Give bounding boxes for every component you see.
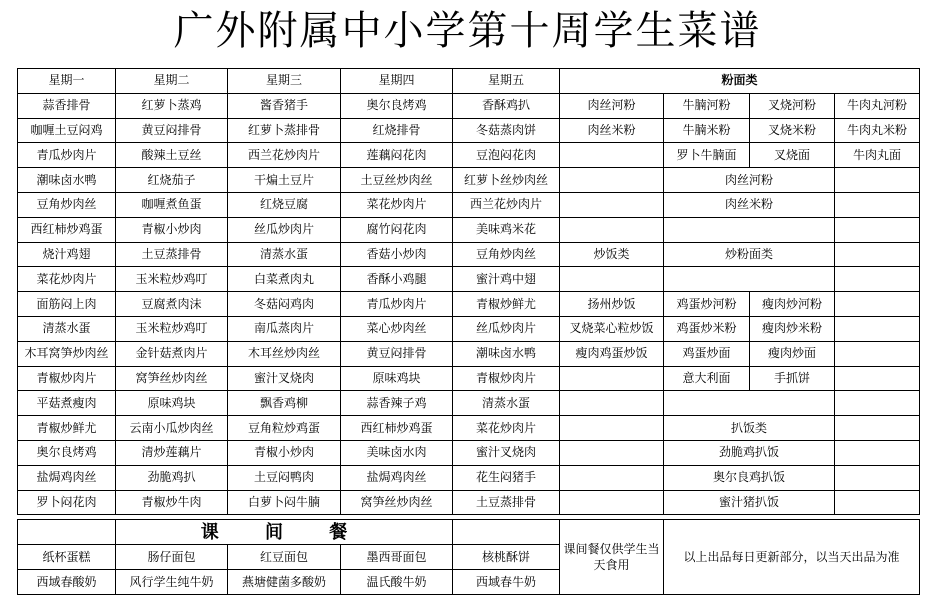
table-row (18, 168, 920, 193)
dish-cell: 白菜煮肉丸 (228, 267, 341, 292)
fried-cell: 扬州炒饭 (560, 292, 664, 317)
dish-cell: 面筋闷上肉 (18, 292, 116, 317)
table-row (18, 440, 920, 465)
noodle-cell: 罗卜牛腩面 (664, 143, 750, 168)
dish-cell: 平菇煮瘦肉 (18, 391, 116, 416)
dish-cell: 蒜香辣子鸡 (341, 391, 453, 416)
dish-cell: 菜花炒肉片 (453, 416, 560, 441)
dish-cell: 青椒炒鲜尤 (453, 292, 560, 317)
dish-cell: 香菇小炒肉 (341, 242, 453, 267)
header-row (18, 69, 920, 94)
dish-cell: 土豆丝炒肉丝 (341, 168, 453, 193)
dish-cell: 咖喱土豆闷鸡 (18, 118, 116, 143)
fried-cell: 瘦肉鸡蛋炒饭 (560, 341, 664, 366)
empty-cell (835, 490, 920, 515)
table-row (18, 465, 920, 490)
dish-cell: 豆腐煮肉沫 (116, 292, 228, 317)
dish-cell: 黄豆闷排骨 (116, 118, 228, 143)
dish-cell: 玉米粒炒鸡叮 (116, 316, 228, 341)
empty-cell (835, 217, 920, 242)
empty-cell (835, 391, 920, 416)
empty-cell (560, 217, 664, 242)
dish-cell: 红烧茄子 (116, 168, 228, 193)
noodle-cell: 肉丝河粉 (664, 168, 835, 193)
empty-cell (835, 416, 920, 441)
snack-item: 温氏酸牛奶 (341, 570, 453, 595)
dish-cell: 土豆闷鸭肉 (228, 465, 341, 490)
table-row (18, 490, 920, 515)
table-row (18, 341, 920, 366)
dish-cell: 烧汁鸡翅 (18, 242, 116, 267)
dish-cell: 香酥小鸡腿 (341, 267, 453, 292)
noodle-cell (560, 143, 664, 168)
table-row (18, 118, 920, 143)
dish-cell: 青瓜炒肉片 (341, 292, 453, 317)
dish-cell: 酸辣土豆丝 (116, 143, 228, 168)
fried-cell: 瘦肉炒米粉 (750, 316, 835, 341)
snack-item: 纸杯蛋糕 (18, 545, 116, 570)
fried-rice-header: 炒饭类 (560, 242, 664, 267)
empty-cell (560, 490, 664, 515)
rice-cell: 蜜汁猪扒饭 (664, 490, 835, 515)
dish-cell: 西兰花炒肉片 (228, 143, 341, 168)
table-row (18, 93, 920, 118)
dish-cell: 金针菇煮肉片 (116, 341, 228, 366)
noodle-cell: 叉烧米粉 (750, 118, 835, 143)
dish-cell: 花生闷猪手 (453, 465, 560, 490)
table-row (18, 416, 920, 441)
dish-cell: 潮味卤水鸭 (453, 341, 560, 366)
dish-cell: 清蒸水蛋 (228, 242, 341, 267)
dish-cell: 红烧排骨 (341, 118, 453, 143)
dish-cell: 香酥鸡扒 (453, 93, 560, 118)
dish-cell: 盐焗鸡肉丝 (18, 465, 116, 490)
dish-cell: 腐竹闷花肉 (341, 217, 453, 242)
fried-cell: 鸡蛋炒河粉 (664, 292, 750, 317)
empty-cell (835, 316, 920, 341)
weekday-header: 星期一 (18, 69, 116, 94)
table-row (18, 391, 920, 416)
dish-cell: 西兰花炒肉片 (453, 192, 560, 217)
dish-cell: 蜜汁叉烧肉 (228, 366, 341, 391)
snack-note-right: 以上出品每日更新部分，以当天出品为准 (664, 520, 920, 595)
rice-header: 扒饭类 (664, 416, 835, 441)
dish-cell: 窝笋丝炒肉丝 (341, 490, 453, 515)
dish-cell: 菜花炒肉片 (341, 192, 453, 217)
table-row (18, 316, 920, 341)
snack-item: 肠仔面包 (116, 545, 228, 570)
dish-cell: 原味鸡块 (341, 366, 453, 391)
dish-cell: 白萝卜闷牛腩 (228, 490, 341, 515)
empty-cell (835, 192, 920, 217)
snack-item: 核桃酥饼 (453, 545, 560, 570)
dish-cell: 酱香猪手 (228, 93, 341, 118)
dish-cell: 木耳窝笋炒肉丝 (18, 341, 116, 366)
snack-item: 墨西哥面包 (341, 545, 453, 570)
dish-cell: 红萝卜蒸鸡 (116, 93, 228, 118)
empty-cell (835, 440, 920, 465)
empty-cell (664, 391, 835, 416)
empty-cell (664, 217, 835, 242)
weekday-header: 星期二 (116, 69, 228, 94)
dish-cell: 黄豆闷排骨 (341, 341, 453, 366)
table-row (18, 192, 920, 217)
empty-cell (560, 391, 664, 416)
dish-cell: 红萝卜丝炒肉丝 (453, 168, 560, 193)
dish-cell: 冬菇蒸肉饼 (453, 118, 560, 143)
table-row (18, 217, 920, 242)
snack-item: 西域春酸奶 (18, 570, 116, 595)
dish-cell: 盐焗鸡肉丝 (341, 465, 453, 490)
dish-cell: 罗卜闷花肉 (18, 490, 116, 515)
dish-cell: 飘香鸡柳 (228, 391, 341, 416)
fried-cell: 鸡蛋炒面 (664, 341, 750, 366)
dish-cell: 豆角炒肉丝 (453, 242, 560, 267)
dish-cell: 丝瓜炒肉片 (228, 217, 341, 242)
dish-cell: 红萝卜蒸排骨 (228, 118, 341, 143)
fried-cell (560, 366, 664, 391)
snack-item: 西域春牛奶 (453, 570, 560, 595)
dish-cell: 土豆蒸排骨 (116, 242, 228, 267)
fried-cell: 意大利面 (664, 366, 750, 391)
dish-cell: 西红柿炒鸡蛋 (18, 217, 116, 242)
dish-cell: 青椒炒牛肉 (116, 490, 228, 515)
weekday-header: 星期五 (453, 69, 560, 94)
empty-cell (835, 366, 920, 391)
snack-note-left: 课间餐仅供学生当天食用 (560, 520, 664, 595)
empty-cell (835, 267, 920, 292)
noodle-cell: 叉烧河粉 (750, 93, 835, 118)
dish-cell: 青椒炒肉片 (18, 366, 116, 391)
dish-cell: 蒜香排骨 (18, 93, 116, 118)
noodle-cell: 肉丝河粉 (560, 93, 664, 118)
snack-title: 课 间 餐 (116, 520, 453, 545)
snack-item: 红豆面包 (228, 545, 341, 570)
noodle-cell: 牛肉丸米粉 (835, 118, 920, 143)
fried-cell: 叉烧菜心粒炒饭 (560, 316, 664, 341)
dish-cell: 清炒莲藕片 (116, 440, 228, 465)
dish-cell: 美味鸡米花 (453, 217, 560, 242)
noodle-cell: 肉丝米粉 (560, 118, 664, 143)
empty-cell (835, 168, 920, 193)
noodle-cell: 牛腩米粉 (664, 118, 750, 143)
fried-cell: 鸡蛋炒米粉 (664, 316, 750, 341)
dish-cell: 潮味卤水鸭 (18, 168, 116, 193)
dish-cell: 土豆蒸排骨 (453, 490, 560, 515)
dish-cell: 菜心炒肉丝 (341, 316, 453, 341)
empty-cell (560, 416, 664, 441)
snack-title-row (18, 520, 920, 545)
dish-cell: 菜花炒肉片 (18, 267, 116, 292)
dish-cell: 豆角炒肉丝 (18, 192, 116, 217)
empty-cell (560, 465, 664, 490)
dish-cell: 冬菇闷鸡肉 (228, 292, 341, 317)
table-row (18, 242, 920, 267)
rice-cell: 劲脆鸡扒饭 (664, 440, 835, 465)
dish-cell: 丝瓜炒肉片 (453, 316, 560, 341)
empty-cell (560, 168, 664, 193)
snack-item: 风行学生纯牛奶 (116, 570, 228, 595)
fried-cell: 瘦肉炒河粉 (750, 292, 835, 317)
dish-cell: 青椒小炒肉 (228, 440, 341, 465)
snack-item: 燕塘健菌多酸奶 (228, 570, 341, 595)
table-row (18, 366, 920, 391)
noodle-header: 粉面类 (560, 69, 920, 94)
dish-cell: 青瓜炒肉片 (18, 143, 116, 168)
dish-cell: 玉米粒炒鸡叮 (116, 267, 228, 292)
dish-cell: 清蒸水蛋 (453, 391, 560, 416)
dish-cell: 奥尔良烤鸡 (18, 440, 116, 465)
dish-cell: 豆角粒炒鸡蛋 (228, 416, 341, 441)
dish-cell: 西红柿炒鸡蛋 (341, 416, 453, 441)
empty-cell (835, 242, 920, 267)
empty-cell (835, 292, 920, 317)
empty-cell (835, 341, 920, 366)
page-title: 广外附属中小学第十周学生菜谱 (173, 8, 762, 54)
table-row (18, 292, 920, 317)
empty-cell (560, 192, 664, 217)
dish-cell: 干煸土豆片 (228, 168, 341, 193)
table-row (18, 143, 920, 168)
empty-cell (453, 520, 560, 545)
dish-cell: 原味鸡块 (116, 391, 228, 416)
dish-cell: 红烧豆腐 (228, 192, 341, 217)
empty-cell (664, 267, 835, 292)
rice-cell: 奥尔良鸡扒饭 (664, 465, 835, 490)
dish-cell: 蜜汁叉烧肉 (453, 440, 560, 465)
weekday-header: 星期三 (228, 69, 341, 94)
fried-noodle-header: 炒粉面类 (664, 242, 835, 267)
dish-cell: 蜜汁鸡中翅 (453, 267, 560, 292)
empty-cell (560, 440, 664, 465)
noodle-cell: 肉丝米粉 (664, 192, 835, 217)
dish-cell: 青椒炒肉片 (453, 366, 560, 391)
empty-cell (560, 267, 664, 292)
menu-table (17, 68, 920, 515)
dish-cell: 美味卤水肉 (341, 440, 453, 465)
dish-cell: 云南小瓜炒肉丝 (116, 416, 228, 441)
dish-cell: 清蒸水蛋 (18, 316, 116, 341)
fried-cell: 瘦肉炒面 (750, 341, 835, 366)
dish-cell: 窝笋丝炒肉丝 (116, 366, 228, 391)
dish-cell: 奥尔良烤鸡 (341, 93, 453, 118)
dish-cell: 咖喱煮鱼蛋 (116, 192, 228, 217)
empty-cell (835, 465, 920, 490)
dish-cell: 木耳丝炒肉丝 (228, 341, 341, 366)
noodle-cell: 牛肉丸河粉 (835, 93, 920, 118)
dish-cell: 青椒炒鲜尤 (18, 416, 116, 441)
fried-cell: 手抓饼 (750, 366, 835, 391)
weekday-header: 星期四 (341, 69, 453, 94)
dish-cell: 南瓜蒸肉片 (228, 316, 341, 341)
table-row (18, 267, 920, 292)
noodle-cell: 叉烧面 (750, 143, 835, 168)
noodle-cell: 牛肉丸面 (835, 143, 920, 168)
snack-table (17, 519, 920, 595)
dish-cell: 莲藕闷花肉 (341, 143, 453, 168)
dish-cell: 豆泡闷花肉 (453, 143, 560, 168)
empty-cell (18, 520, 116, 545)
dish-cell: 劲脆鸡扒 (116, 465, 228, 490)
dish-cell: 青椒小炒肉 (116, 217, 228, 242)
noodle-cell: 牛腩河粉 (664, 93, 750, 118)
